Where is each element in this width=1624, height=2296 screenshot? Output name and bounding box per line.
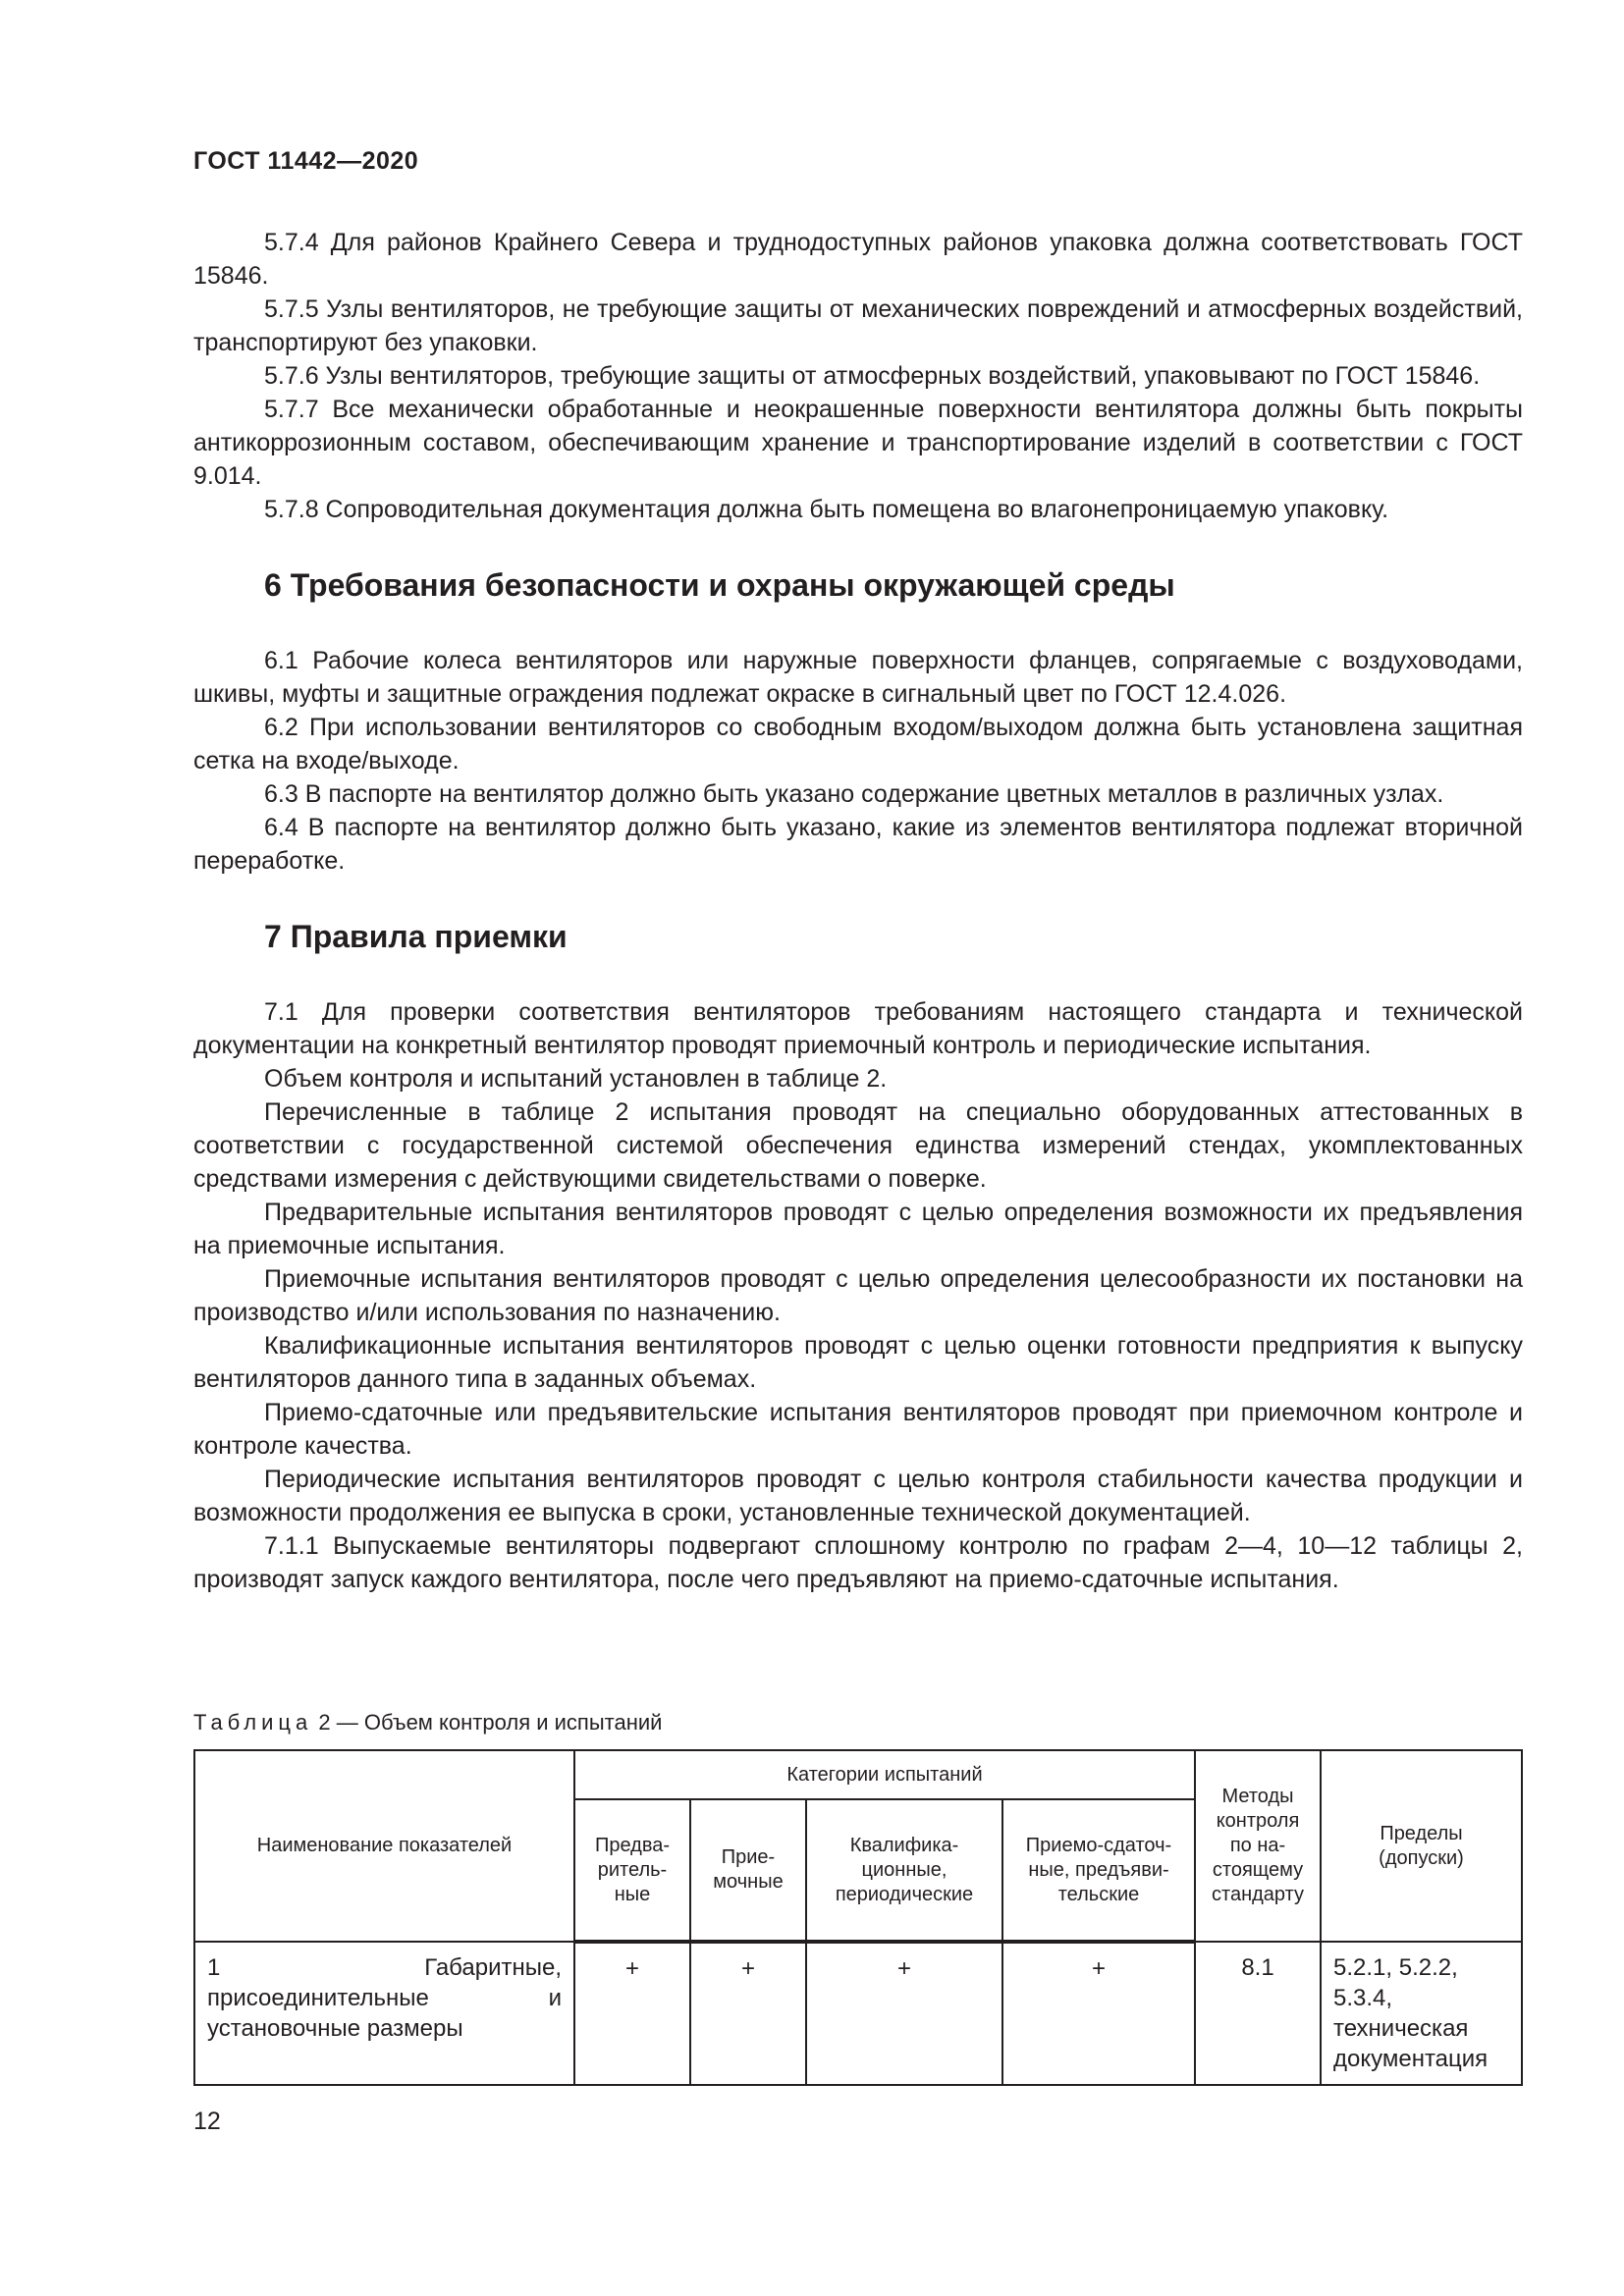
paragraph: Квалификационные испытания вентиляторов проводят с целью оценки готовности предприятия к выпуску вентиляторов данного типа в заданных объемах. <box>193 1332 1523 1393</box>
section-7 <box>193 995 1523 1596</box>
cell-limits: 5.2.1, 5.2.2, 5.3.4, техническая документация <box>1321 1942 1522 2085</box>
paragraph: 6.3 В паспорте на вентилятор должно быть указано содержание цветных металлов в различных узлах. <box>264 780 1444 808</box>
paragraph: Периодические испытания вентиляторов проводят с целью контроля стабильности качества продукции и возможности продолжения ее выпуска в сроки, установленные технической документацией. <box>193 1466 1523 1526</box>
col-header-delivery: Приемо-сдаточ- ные, предъяви- тельские <box>1002 1799 1195 1942</box>
section-heading: 6 Требования безопасности и охраны окружающей среды <box>264 567 1175 603</box>
cell-mark: + <box>806 1942 1002 2085</box>
section-heading: 7 Правила приемки <box>264 919 568 954</box>
paragraph: 6.2 При использовании вентиляторов со свободным входом/выходом должна быть установлена защитная сетка на входе/выходе. <box>193 714 1523 774</box>
paragraph: Перечисленные в таблице 2 испытания проводят на специально оборудованных аттестованных в соответствии с государственной системой обеспечения единства измерений стендах, укомплектованных средствами измерения с действующими свидетельствами о поверке. <box>193 1098 1523 1193</box>
cell-mark: + <box>1002 1942 1195 2085</box>
paragraph: 7.1 Для проверки соответствия вентиляторов требованиям настоящего стандарта и технической документации на конкретный вентилятор проводят приемочный контроль и периодические испытания. <box>193 998 1523 1059</box>
section-6 <box>193 644 1523 878</box>
col-header-acceptance: Прие- мочные <box>690 1799 806 1942</box>
table-caption <box>193 1709 662 1736</box>
paragraph: 6.1 Рабочие колеса вентиляторов или наружные поверхности фланцев, сопрягаемые с воздуховодами, шкивы, муфты и защитные ограждения подлежат окраске в сигнальный цвет по ГОСТ 12.4.026. <box>193 647 1523 708</box>
paragraph: 5.7.8 Сопроводительная документация должна быть помещена во влагонепроницаемую упаковку. <box>264 496 1389 523</box>
col-header-qualification: Квалифика- ционные, периодические <box>806 1799 1002 1942</box>
cell-method: 8.1 <box>1195 1942 1321 2085</box>
paragraph: Предварительные испытания вентиляторов проводят с целью определения возможности их предъявления на приемочные испытания. <box>193 1199 1523 1259</box>
paragraph: 5.7.4 Для районов Крайнего Севера и труднодоступных районов упаковка должна соответствовать ГОСТ 15846. <box>193 229 1523 290</box>
cell-mark: + <box>574 1942 690 2085</box>
paragraph: 5.7.5 Узлы вентиляторов, не требующие защиты от механических повреждений и атмосферных воздействий, транспортируют без упаковки. <box>193 295 1523 356</box>
page-number: 12 <box>193 2108 221 2135</box>
paragraph: Объем контроля и испытаний установлен в таблице 2. <box>264 1065 888 1093</box>
paragraph: Приемо-сдаточные или предъявительские испытания вентиляторов проводят при приемочном контроле и контроле качества. <box>193 1399 1523 1460</box>
col-header-preliminary: Предва- ритель- ные <box>574 1799 690 1942</box>
paragraph: 5.7.7 Все механически обработанные и неокрашенные поверхности вентилятора должны быть покрыты антикоррозионным составом, обеспечивающим хранение и транспортирование изделий в соответствии с ГОСТ 9.014. <box>193 396 1523 490</box>
cell-mark: + <box>690 1942 806 2085</box>
table-row <box>194 1942 1522 2085</box>
table-caption-text: 2 — Объем контроля и испытаний <box>312 1710 663 1735</box>
paragraph: 6.4 В паспорте на вентилятор должно быть указано, какие из элементов вентилятора подлежат вторичной переработке. <box>193 814 1523 875</box>
document-body <box>193 226 1523 1596</box>
col-header-name: Наименование показателей <box>194 1750 574 1942</box>
col-header-limits: Пределы (допуски) <box>1321 1750 1522 1942</box>
paragraph: 5.7.6 Узлы вентиляторов, требующие защиты от атмосферных воздействий, упаковывают по ГОСТ 15846. <box>264 362 1481 390</box>
document-header: ГОСТ 11442—2020 <box>193 147 419 175</box>
paragraph: 7.1.1 Выпускаемые вентиляторы подвергают сплошному контролю по графам 2—4, 10—12 таблицы 2, производят запуск каждого вентилятора, после чего предъявляют на приемо-сдаточные испытания. <box>193 1532 1523 1593</box>
section-5-7 <box>193 226 1523 526</box>
cell-name: 1 Габаритные, присоединительные и установочные размеры <box>194 1942 574 2085</box>
col-header-categories: Категории испытаний <box>574 1750 1195 1799</box>
table-2 <box>193 1749 1523 2086</box>
col-header-methods: Методы контроля по на- стоящему стандарту <box>1195 1750 1321 1942</box>
paragraph: Приемочные испытания вентиляторов проводят с целью определения целесообразности их постановки на производство и/или использования по назначению. <box>193 1265 1523 1326</box>
table-caption-word: Таблица <box>193 1710 313 1735</box>
